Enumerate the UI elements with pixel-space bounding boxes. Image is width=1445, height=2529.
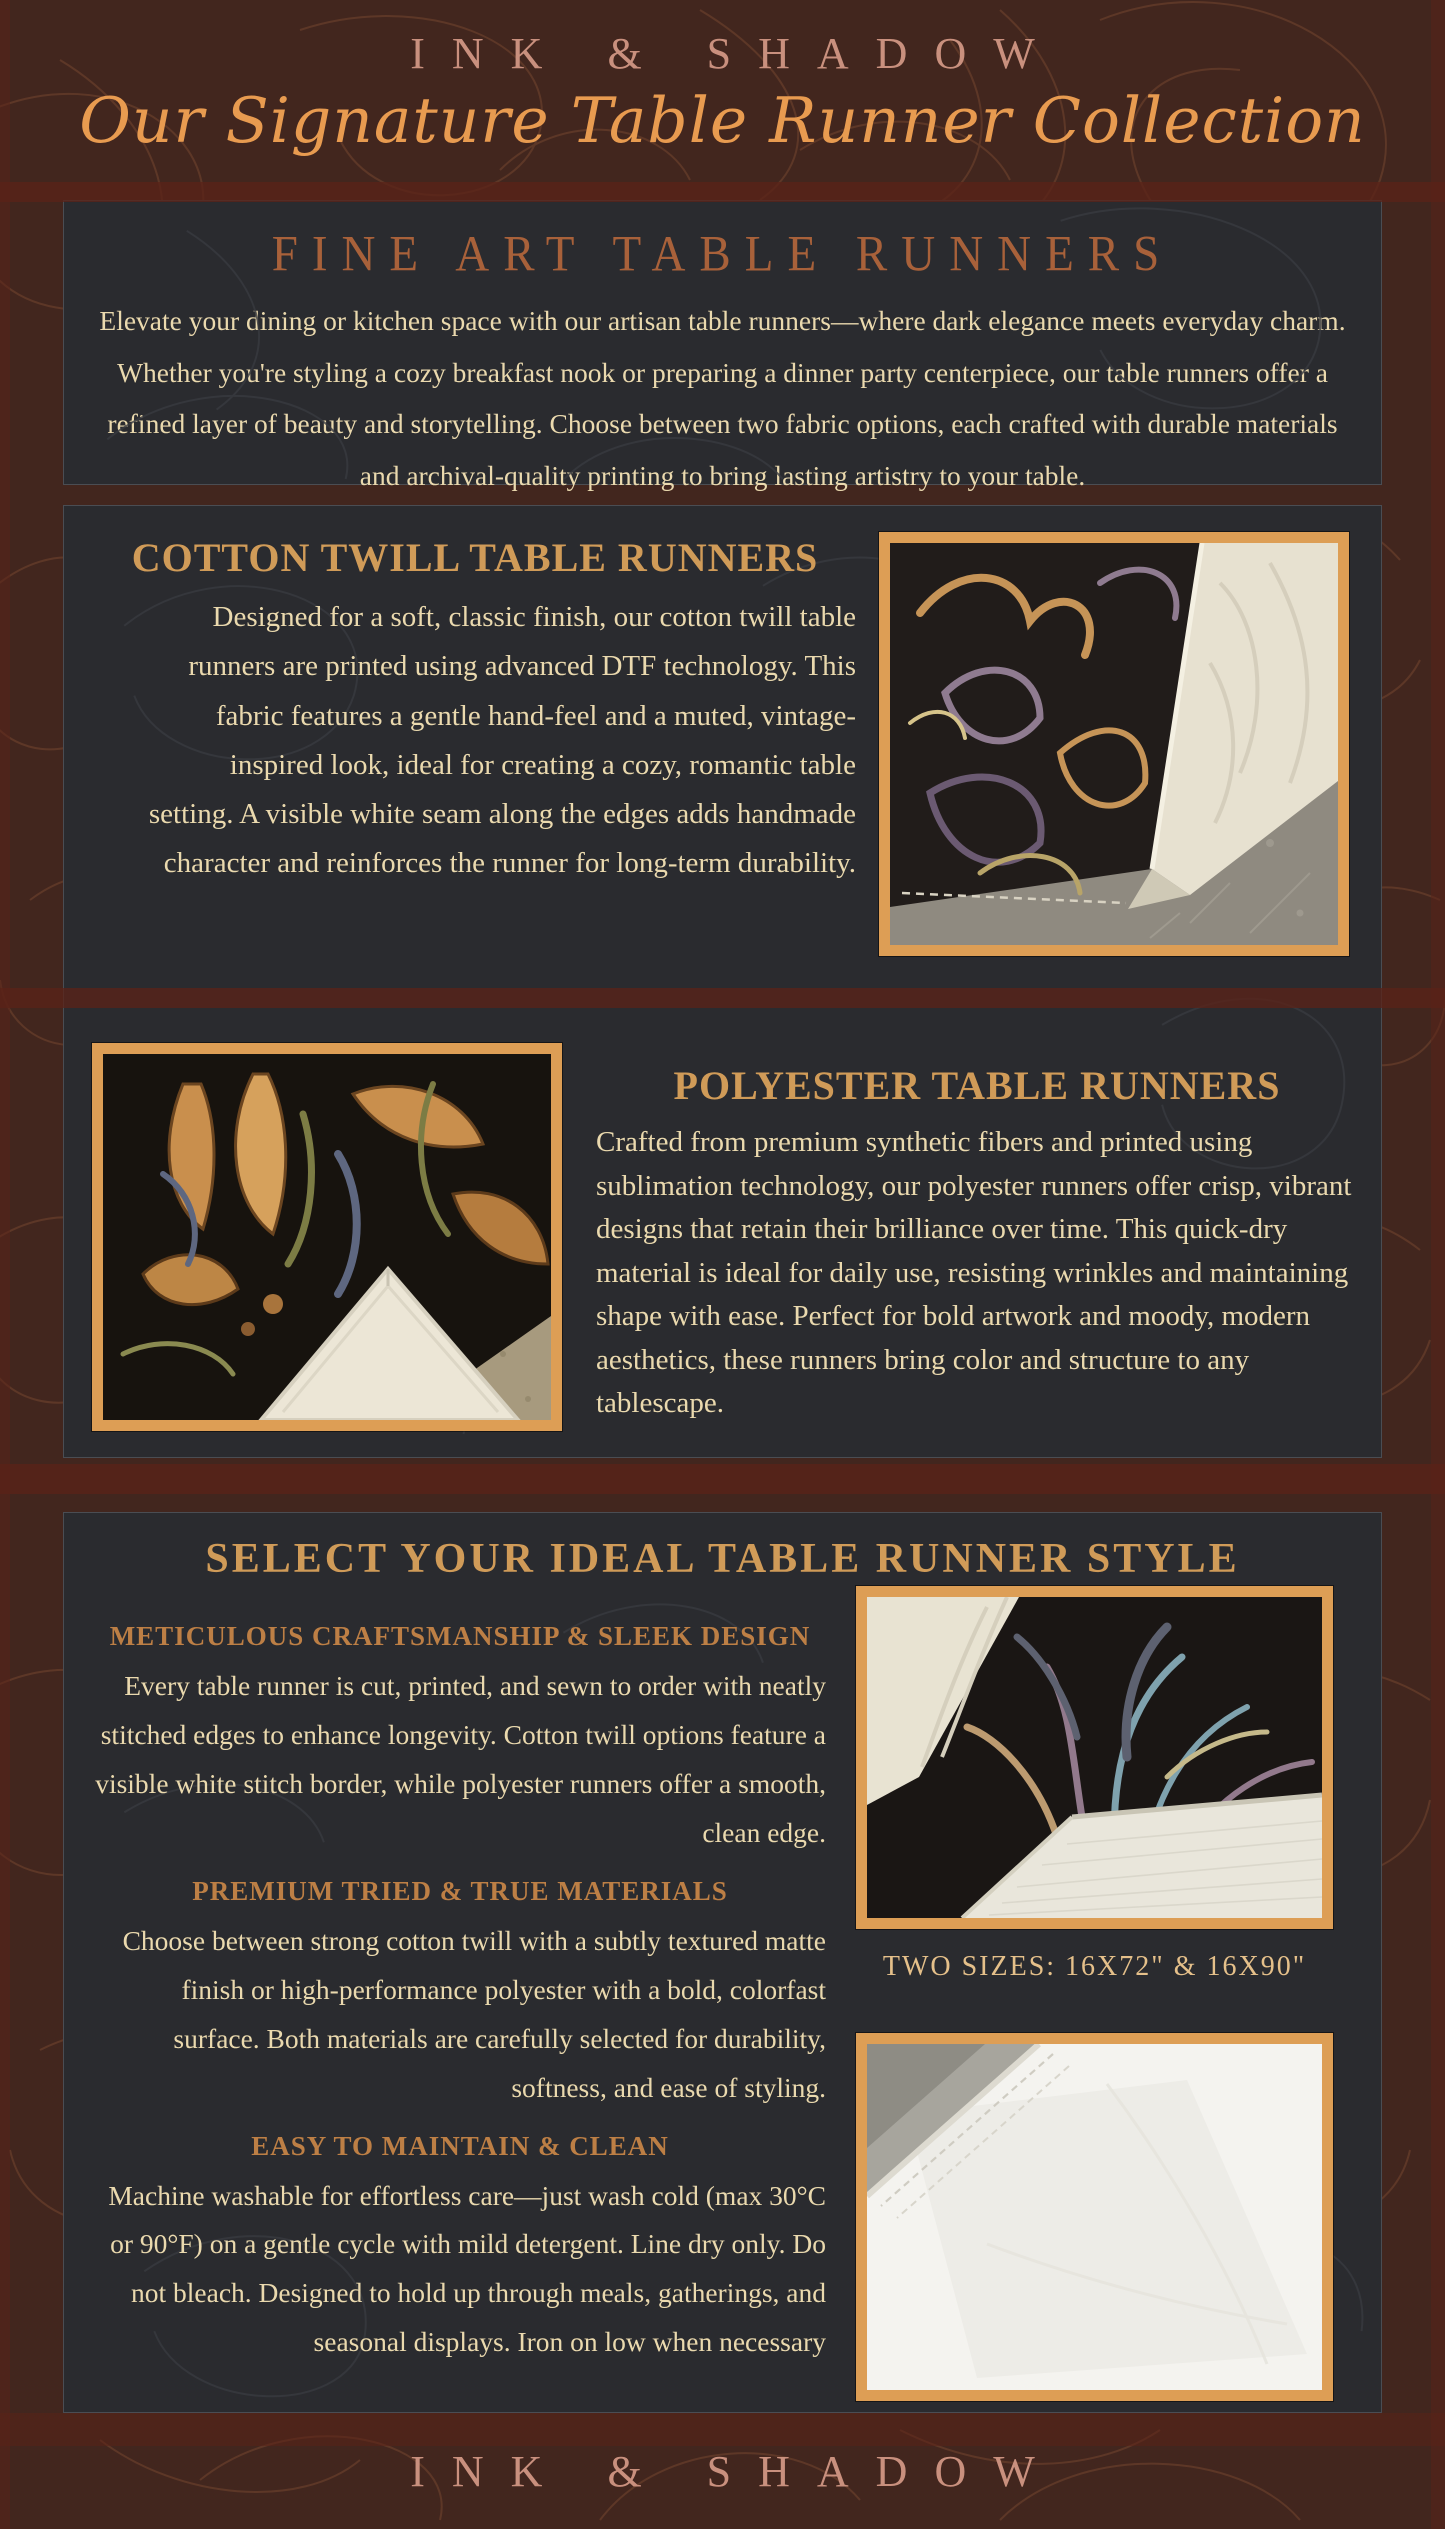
style-guide-text-column bbox=[94, 1621, 826, 2367]
cotton-heading: COTTON TWILL TABLE RUNNERS bbox=[131, 535, 819, 580]
background-red-band bbox=[0, 1464, 1445, 1494]
cotton-paragraph: Designed for a soft, classic finish, our cotton twill table runners are printed using advanced DTF technology. This fabric features a gentle hand-feel and a muted, vintage-inspired look, ideal for creating a cozy, romantic table setting. A visible white seam along the edges adds handmade character and reinforces the runner for long-term durability. bbox=[148, 601, 856, 880]
materials-subheading: PREMIUM TRIED & TRUE MATERIALS bbox=[192, 1875, 728, 1906]
background-red-band bbox=[0, 988, 1445, 1008]
hem-detail-photo-art bbox=[867, 1597, 1322, 1918]
background-red-band bbox=[0, 2413, 1445, 2446]
polyester-heading: POLYESTER TABLE RUNNERS bbox=[673, 1063, 1281, 1108]
cotton-section bbox=[94, 534, 856, 889]
craftsmanship-paragraph: Every table runner is cut, printed, and sewn to order with neatly stitched edges to enhance longevity. Cotton twill options feature a visible white stitch border, while polyester runners offer a smooth, clean edge. bbox=[95, 1670, 826, 1848]
cotton-runner-photo bbox=[879, 532, 1349, 956]
background-red-band bbox=[0, 182, 1445, 202]
background-red-edge-strip bbox=[0, 0, 10, 2529]
collection-subtitle: Our Signature Table Runner Collection bbox=[79, 84, 1366, 157]
polyester-paragraph: Crafted from premium synthetic fibers and printed using sublimation technology, our polyester runners offer crisp, vibrant designs that retain their brilliance over time. This quick-dry material is ideal for daily use, resisting wrinkles and maintaining shape with ease. Perfect for bold artwork and moody, modern aesthetics, these runners bring color and structure to any tablescape. bbox=[596, 1126, 1352, 1419]
brand-wordmark-bottom: INK & SHADOW bbox=[410, 2447, 1062, 2496]
care-paragraph: Machine washable for effortless care—just wash cold (max 30°C or 90°F) on a gentle cycle with mild detergent. Line dry only. Do not bleach. Designed to hold up through meals, gatherings, and seasonal displays. Iron on low when necessary bbox=[108, 2179, 826, 2358]
white-runner-corner-photo-art bbox=[867, 2044, 1322, 2390]
care-subheading: EASY TO MAINTAIN & CLEAN bbox=[251, 2130, 669, 2161]
brand-wordmark-top: INK & SHADOW bbox=[410, 29, 1062, 78]
materials-paragraph: Choose between strong cotton twill with a subtly textured matte finish or high-performance polyester with a bold, colorfast surface. Both materials are carefully selected for durability, softness, and ease of styling. bbox=[122, 1924, 826, 2103]
craftsmanship-subheading: METICULOUS CRAFTSMANSHIP & SLEEK DESIGN bbox=[109, 1621, 811, 1651]
style-guide-panel bbox=[63, 1512, 1382, 2413]
intro-paragraph: Elevate your dining or kitchen space with our artisan table runners—where dark elegance meets everyday charm. Whether you're styling a cozy breakfast nook or preparing a dinner party centerpiece, our table runners offer a refined layer of beauty and storytelling. Choose between two fabric options, each crafted with durable materials and archival-quality printing to bring lasting artistry to your table. bbox=[99, 305, 1346, 492]
intro-panel bbox=[63, 200, 1382, 492]
fabrics-panel bbox=[63, 505, 1382, 1458]
polyester-section bbox=[596, 1062, 1358, 1426]
style-guide-heading: SELECT YOUR IDEAL TABLE RUNNER STYLE bbox=[205, 1536, 1240, 1582]
hem-detail-photo bbox=[856, 1586, 1333, 1929]
intro-heading: FINE ART TABLE RUNNERS bbox=[271, 226, 1174, 283]
cotton-runner-photo-art bbox=[890, 543, 1338, 945]
polyester-runner-photo bbox=[92, 1043, 562, 1431]
white-runner-corner-photo bbox=[856, 2033, 1333, 2401]
sizes-label: TWO SIZES: 16X72" & 16X90" bbox=[882, 1951, 1307, 1982]
polyester-runner-photo-art bbox=[103, 1054, 551, 1420]
background-red-edge-strip bbox=[1431, 0, 1445, 2529]
